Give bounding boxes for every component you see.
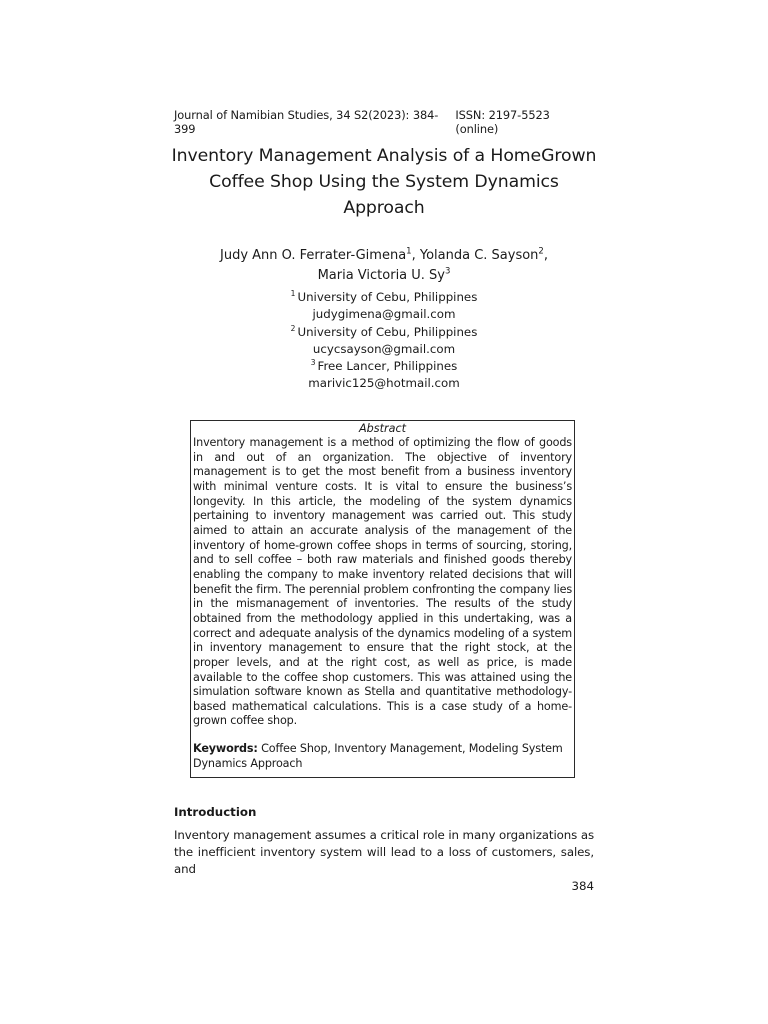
author-superscript: 2 [538,246,544,257]
affiliation-superscript: 3 [310,358,316,368]
section-heading-introduction: Introduction [174,805,257,819]
abstract-text: Inventory management is a method of optimizing the flow of goods in and out of an organization. The objective of inventory management is to get the most benefit from a business inventory with minimal venture costs. It is vital to ensure the business’s longevity. In this article, the modeling of the system dynamics pertaining to inventory management was carried out. This study aimed to attain an accurate analysis of the management of the inventory of home-grown coffee shops in terms of sourcing, storing, and to sell coffee – both raw materials and finished goods thereby enabling the company to make inventory related decisions that will benefit the firm. The perennial problem confronting the company lies in the mismanagement of inventories. The results of the study obtained from the methodology applied in this undertaking, was a correct and adequate analysis of the dynamics modeling of a system in inventory management to ensure that the right stock, at the proper levels, and at the right cost, as well as price, is made available to the coffee shop customers. This was attained using the simulation software known as Stella and quantitative methodology-based mathematical calculations. This is a case study of a home-grown coffee shop. [193,436,572,728]
introduction-text: Inventory management assumes a critical role in many organizations as the inefficient inventory system will lead to a loss of customers, sales, and [174,828,595,876]
affiliation-line [150,358,618,375]
keywords-text: Coffee Shop, Inventory Management, Modeling System Dynamics Approach [193,742,563,770]
affiliation-name: Free Lancer, Philippines [317,359,458,374]
affiliation-line [150,324,618,341]
journal-citation: Journal of Namibian Studies, 34 S2(2023): 384-399 [174,108,439,136]
affiliation-name: University of Cebu, Philippines [297,290,478,304]
author-list: Judy Ann O. Ferrater-Gimena$^1$, Yolanda C. Sayson$^2$, Maria Victoria U. Sy$^3$ [220,246,548,283]
author-name: Maria Victoria U. Sy [317,267,445,283]
title-line: Coffee Shop Using the System Dynamics [209,172,559,192]
author-superscript: 1 [406,246,412,257]
affiliation-email: judygimena@gmail.com [312,307,456,322]
author-name: Yolanda C. Sayson [419,248,539,263]
issn: ISSN: 2197-5523 (online) [455,108,550,136]
author-name: Judy Ann O. Ferrater-Gimena [220,248,407,263]
affiliation-name: University of Cebu, Philippines [297,324,478,339]
abstract-box [190,420,575,778]
author-superscript: 3 [445,266,451,277]
title-line: Approach [343,198,425,218]
affiliation-email: marivic125@hotmail.com [308,376,460,391]
page-number: 384 [571,879,594,893]
affiliation-email: ucycsayson@gmail.com [312,341,456,356]
abstract-heading: Abstract [359,422,406,435]
keywords-label: Keywords: [193,742,258,756]
keywords [193,742,572,771]
title-line: Inventory Management Analysis of a HomeGrown [171,146,597,166]
affiliation-line [150,289,618,306]
affiliation-superscript: 2 [290,323,296,333]
running-header [174,108,594,136]
affiliation-superscript: 1 [290,289,296,299]
affiliations [150,289,618,393]
paper-title [150,143,618,221]
